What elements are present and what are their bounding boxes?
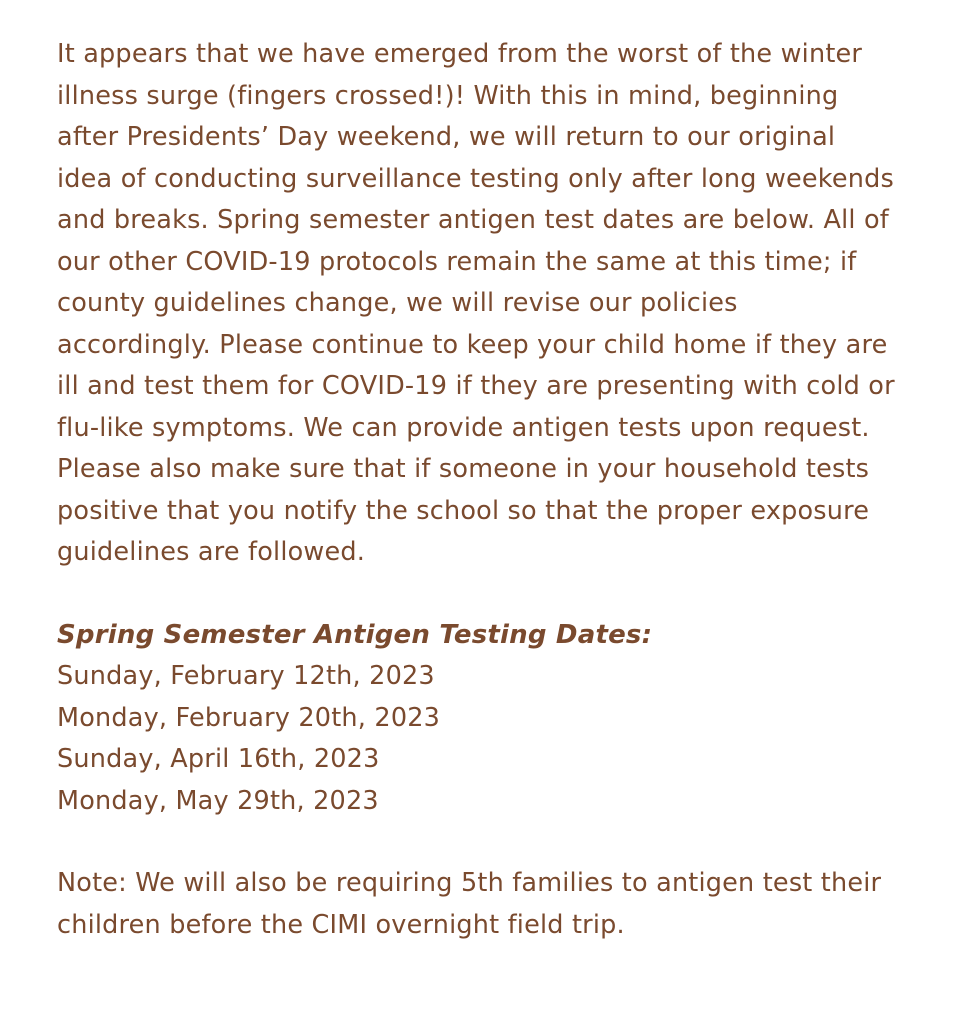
testing-dates-section — [57, 615, 897, 823]
note-paragraph: Note: We will also be requiring 5th families to antigen test their children before the CIMI overnight field trip. — [57, 868, 882, 940]
test-date-item: Sunday, February 12th, 2023 — [57, 661, 435, 691]
test-date-item: Monday, May 29th, 2023 — [57, 785, 379, 816]
testing-dates-heading: Spring Semester Antigen Testing Dates: — [57, 619, 653, 650]
test-date-item: Sunday, April 16th, 2023 — [57, 744, 380, 774]
test-date-item: Monday, February 20th, 2023 — [57, 702, 441, 733]
text-block — [57, 34, 897, 946]
intro-paragraph: It appears that we have emerged from the worst of the winter illness surge (fingers crossed!)! With this in mind, beginning after Presidents’ Day weekend, we will return to our original idea of conducting surveillance testing only after long weekends and breaks. Spring semester antigen test dates are below. All of our other COVID-19 protocols remain the same at this time; if county guidelines change, we will revise our policies accordingly. Please continue to keep your child home if they are ill and test them for COVID-19 if they are presenting with cold or flu-like symptoms. We can provide antigen tests upon request. Please also make sure that if someone in your household tests positive that you notify the school so that the proper exposure guidelines are followed. — [57, 39, 895, 567]
